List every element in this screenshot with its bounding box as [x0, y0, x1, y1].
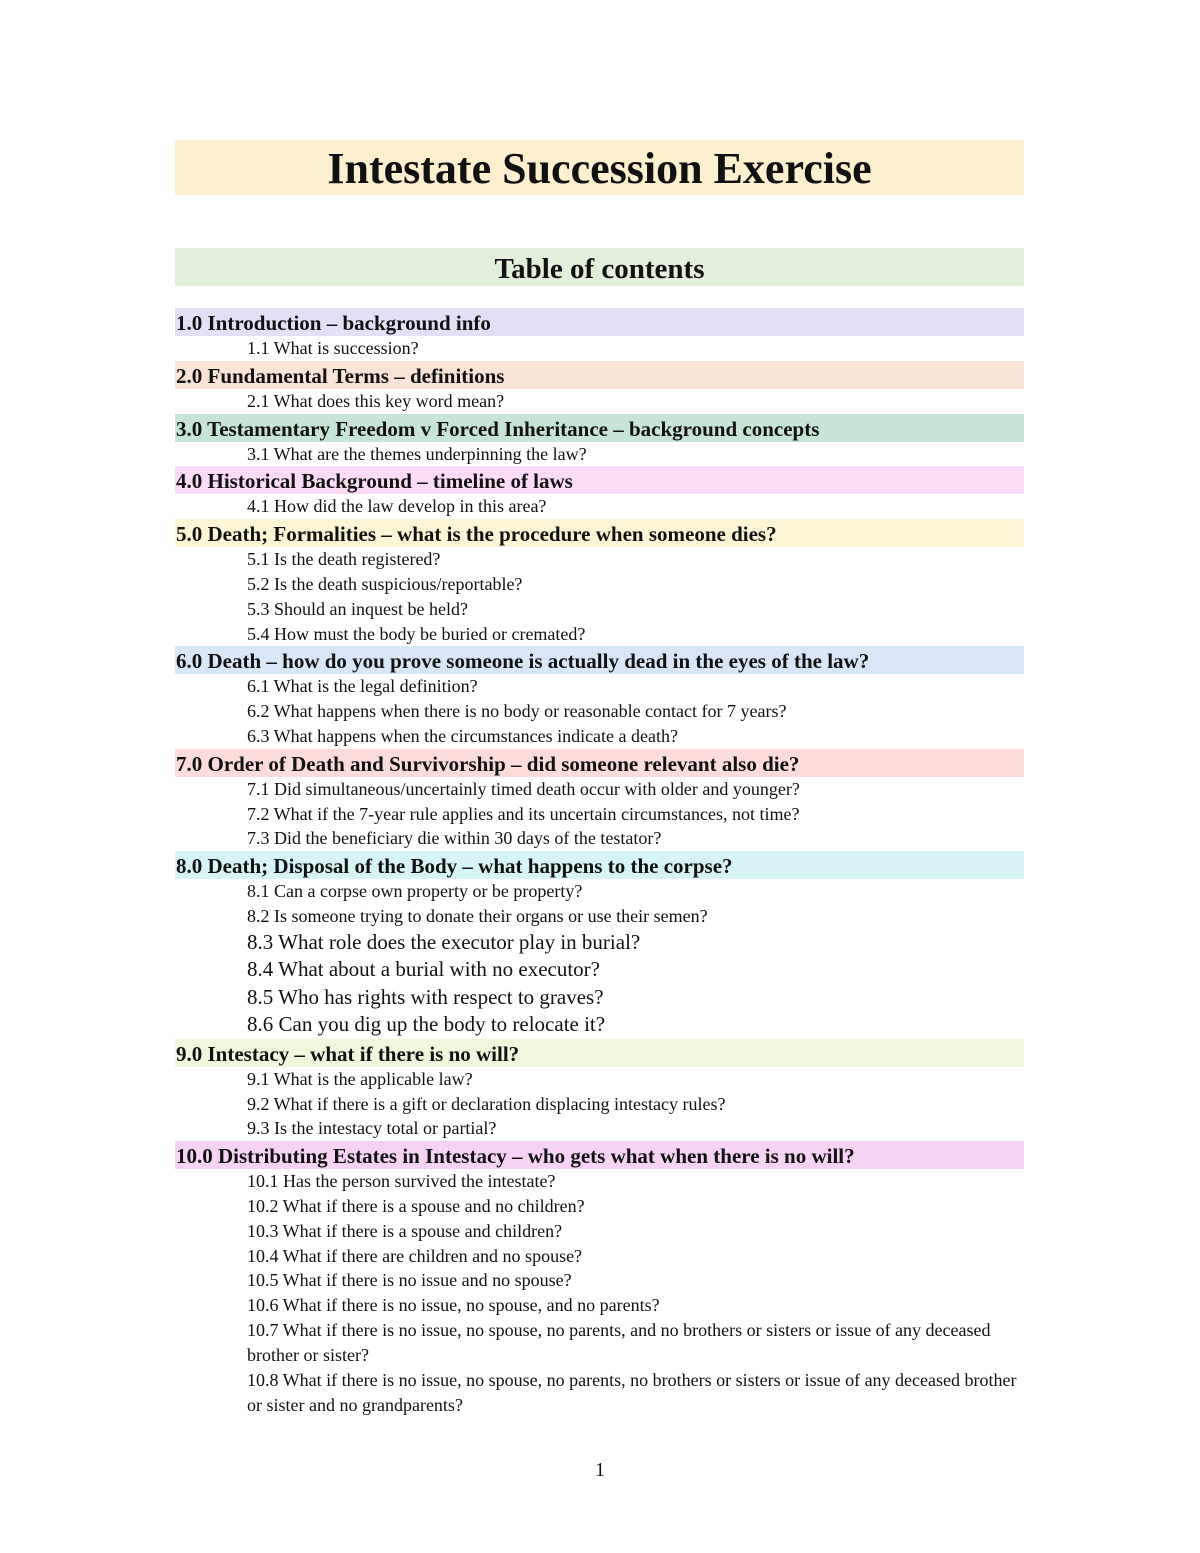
- toc-subsection-item: 10.1 Has the person survived the intestate?: [247, 1171, 556, 1192]
- toc-subsection-item: 8.3 What role does the executor play in burial?: [247, 929, 641, 954]
- toc-subsection-item: 6.2 What happens when there is no body or reasonable contact for 7 years?: [247, 701, 787, 722]
- toc-section-heading: 6.0 Death – how do you prove someone is actually dead in the eyes of the law?: [175, 646, 1024, 674]
- toc-subsection-item: 5.1 Is the death registered?: [247, 549, 441, 570]
- toc-subsection-item: 5.3 Should an inquest be held?: [247, 598, 468, 619]
- toc-section-heading: 10.0 Distributing Estates in Intestacy – who gets what when there is no will?: [175, 1141, 1024, 1169]
- toc-subsection-item: 5.2 Is the death suspicious/reportable?: [247, 573, 523, 594]
- toc-subsection-item: 10.7 What if there is no issue, no spouse, no parents, and no brothers or sisters or issue of any deceased brother or sister?: [247, 1319, 991, 1365]
- toc-subsection-item: 8.6 Can you dig up the body to relocate it?: [247, 1012, 606, 1037]
- toc-subsection-item: 5.4 How must the body be buried or cremated?: [247, 623, 586, 644]
- toc-section-heading: 2.0 Fundamental Terms – definitions: [175, 361, 1024, 389]
- toc-subsection-item: 8.1 Can a corpse own property or be property?: [247, 881, 583, 902]
- toc-section-heading: 7.0 Order of Death and Survivorship – did someone relevant also die?: [175, 749, 1024, 777]
- toc-subsection-item: 8.4 What about a burial with no executor?: [247, 957, 601, 982]
- toc-section-heading: 1.0 Introduction – background info: [175, 308, 1024, 336]
- toc-section-heading: 4.0 Historical Background – timeline of laws: [175, 466, 1024, 494]
- toc-subsection-item: 10.3 What if there is a spouse and children?: [247, 1220, 563, 1241]
- toc-subsection-item: 10.5 What if there is no issue and no spouse?: [247, 1270, 572, 1291]
- toc-section-heading: 9.0 Intestacy – what if there is no will?: [175, 1039, 1024, 1067]
- toc-section-heading: 3.0 Testamentary Freedom v Forced Inheritance – background concepts: [175, 414, 1024, 442]
- toc-subsection-item: 1.1 What is succession?: [247, 338, 419, 358]
- toc-subsection-item: 8.2 Is someone trying to donate their organs or use their semen?: [247, 905, 708, 926]
- toc-subsection-item: 7.3 Did the beneficiary die within 30 days of the testator?: [247, 828, 662, 849]
- page-title: Intestate Succession Exercise: [175, 140, 1024, 195]
- toc-subsection-item: 4.1 How did the law develop in this area?: [247, 496, 547, 517]
- toc-subsection-item: 2.1 What does this key word mean?: [247, 390, 505, 411]
- toc-section-heading: 5.0 Death; Formalities – what is the procedure when someone dies?: [175, 519, 1024, 547]
- toc-subsection-item: 10.4 What if there are children and no spouse?: [247, 1245, 583, 1266]
- toc-subsection-item: 10.2 What if there is a spouse and no children?: [247, 1195, 585, 1216]
- toc-subsection-item: 9.1 What is the applicable law?: [247, 1068, 473, 1089]
- toc-subsection-item: 3.1 What are the themes underpinning the law?: [247, 443, 587, 464]
- toc-subsection-item: 9.3 Is the intestacy total or partial?: [247, 1118, 497, 1139]
- table-of-contents: [175, 308, 1024, 1418]
- toc-subsection-item: 10.8 What if there is no issue, no spouse, no parents, no brothers or sisters or issue of any deceased brother or sister and no grandparents?: [247, 1369, 1017, 1415]
- page-number: 1: [595, 1459, 605, 1481]
- toc-subsection-item: 10.6 What if there is no issue, no spouse, and no parents?: [247, 1295, 660, 1316]
- toc-heading: Table of contents: [175, 248, 1024, 286]
- toc-subsection-item: 7.1 Did simultaneous/uncertainly timed death occur with older and younger?: [247, 778, 800, 799]
- toc-subsection-item: 6.3 What happens when the circumstances indicate a death?: [247, 725, 678, 746]
- toc-subsection-item: 8.5 Who has rights with respect to graves?: [247, 984, 604, 1009]
- toc-subsection-item: 7.2 What if the 7-year rule applies and its uncertain circumstances, not time?: [247, 803, 800, 824]
- toc-subsection-item: 9.2 What if there is a gift or declaration displacing intestacy rules?: [247, 1093, 726, 1114]
- toc-section-heading: 8.0 Death; Disposal of the Body – what happens to the corpse?: [175, 851, 1024, 879]
- toc-subsection-item: 6.1 What is the legal definition?: [247, 676, 478, 697]
